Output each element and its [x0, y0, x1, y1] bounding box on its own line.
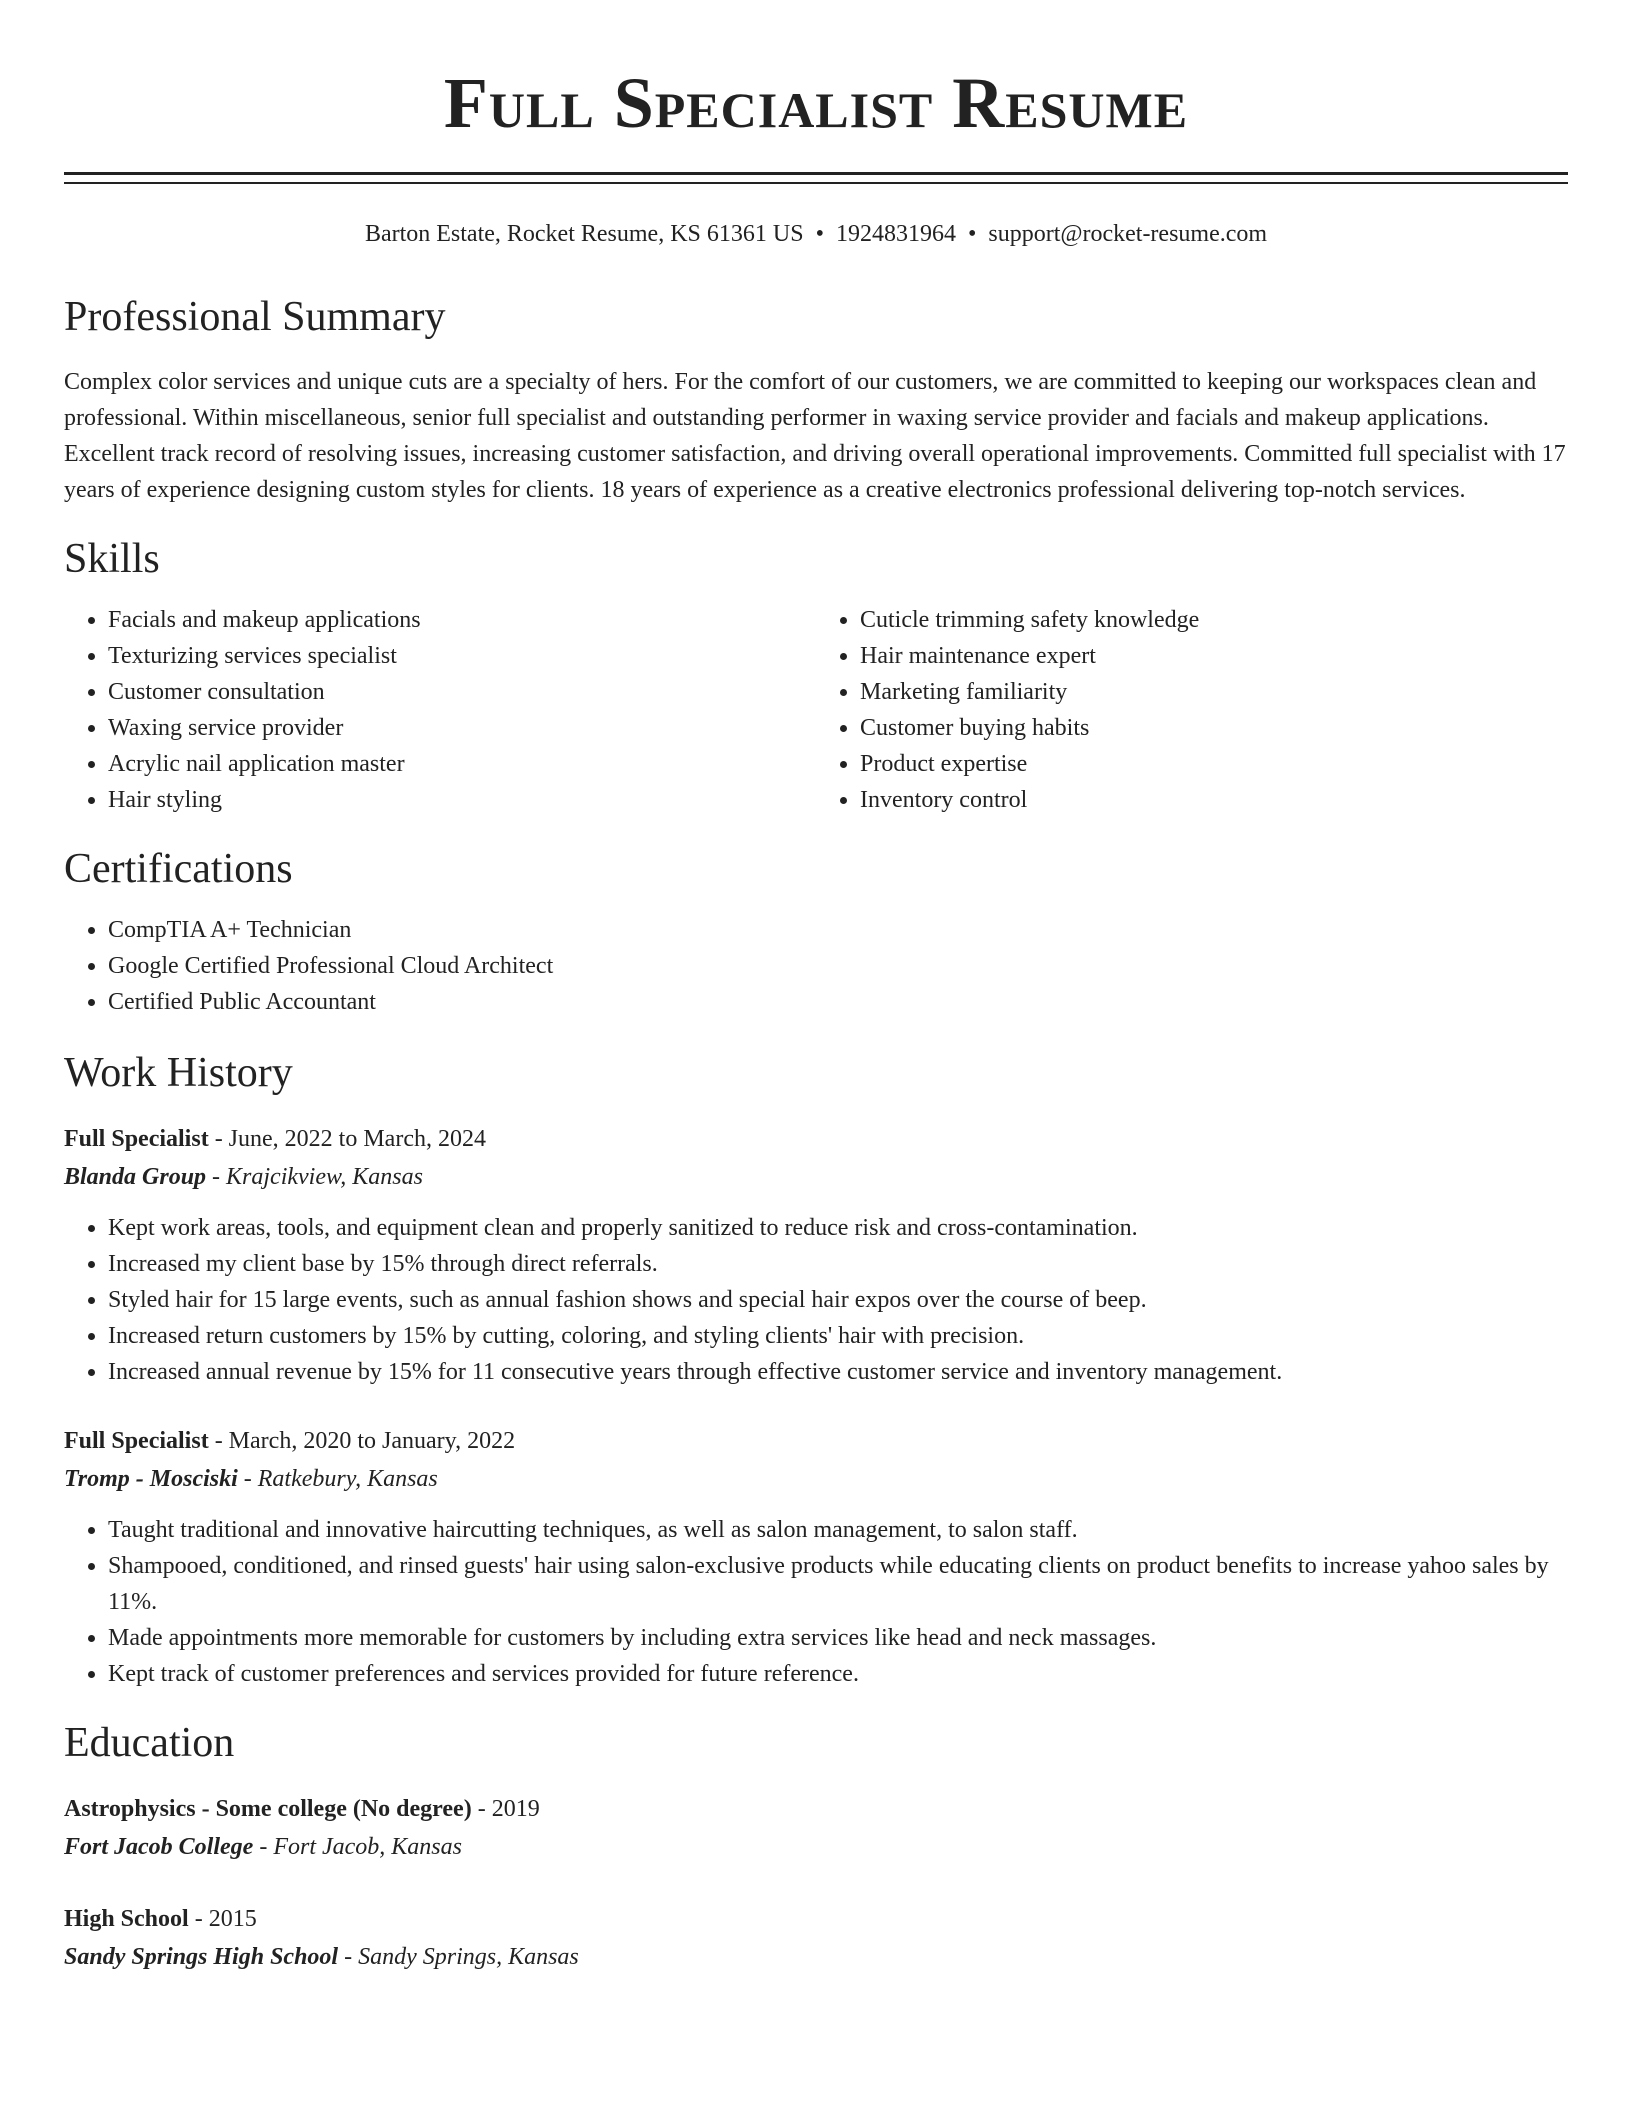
job-title: Full Specialist: [64, 1126, 209, 1152]
job-company: Tromp - Mosciski: [64, 1466, 238, 1492]
job-bullets: [64, 1210, 1568, 1390]
job-dates: - June, 2022 to March, 2024: [208, 1126, 486, 1152]
education-year: - 2019: [471, 1796, 540, 1822]
skills-right-list: [816, 602, 1568, 818]
job-location: - Ratkebury, Kansas: [237, 1466, 438, 1492]
education-degree: Astrophysics - Some college (No degree): [64, 1796, 472, 1822]
education-degree-line: [64, 1790, 1568, 1828]
education-degree: High School: [64, 1906, 189, 1932]
job-company: Blanda Group: [64, 1164, 207, 1190]
skill-item: • Texturizing services specialist: [108, 638, 816, 674]
skills-heading: Skills: [64, 536, 160, 582]
job-company-line: [64, 1460, 1568, 1498]
job-company-line: [64, 1158, 1568, 1196]
job-bullet: • Shampooed, conditioned, and rinsed guests' hair using salon-exclusive products while educating clients on product benefits to increase yahoo sales by 11%.: [108, 1548, 1568, 1620]
contact-phone: 1924831964: [835, 221, 956, 247]
job-bullets: [64, 1512, 1568, 1692]
title-rule-thick: [64, 172, 1568, 175]
contact-address: Barton Estate, Rocket Resume, KS 61361 US: [364, 221, 804, 247]
summary-heading: Professional Summary: [64, 294, 446, 340]
job-title-line: [64, 1120, 1568, 1158]
job-bullet: • Taught traditional and innovative haircutting techniques, as well as salon management, to salon staff.: [108, 1512, 1568, 1548]
skill-item: • Customer consultation: [108, 674, 816, 710]
skill-item: • Customer buying habits: [860, 710, 1568, 746]
job-entry: [64, 1120, 1568, 1390]
job-bullet: • Kept track of customer preferences and services provided for future reference.: [108, 1656, 1568, 1692]
education-degree-line: [64, 1900, 1568, 1938]
education-school: Sandy Springs High School: [64, 1944, 339, 1970]
skill-item: • Inventory control: [860, 782, 1568, 818]
skill-item: • Facials and makeup applications: [108, 602, 816, 638]
job-bullet: • Styled hair for 15 large events, such as annual fashion shows and special hair expos over the course of beep.: [108, 1282, 1568, 1318]
skills-section: [64, 534, 1568, 818]
summary-section: [64, 292, 1568, 508]
job-bullet: • Increased annual revenue by 15% for 11 consecutive years through effective customer service and inventory management.: [108, 1354, 1568, 1390]
job-bullet: • Increased return customers by 15% by cutting, coloring, and styling clients' hair with precision.: [108, 1318, 1568, 1354]
job-bullet: • Increased my client base by 15% through direct referrals.: [108, 1246, 1568, 1282]
summary-text: Complex color services and unique cuts are a specialty of hers. For the comfort of our customers, we are committed to keeping our workspaces clean and professional. Within miscellaneous, senior full specialist and outstanding performer in waxing service provider and facials and makeup applications. Excellent track record of resolving issues, increasing customer satisfaction, and driving overall operational improvements. Committed full specialist with 17 years of experience designing custom styles for clients. 18 years of experience as a creative electronics professional delivering top-notch services.: [64, 369, 1566, 503]
certifications-list: [64, 912, 1568, 1020]
education-location: - Fort Jacob, Kansas: [253, 1834, 462, 1860]
education-year: - 2015: [188, 1906, 257, 1932]
job-title: Full Specialist: [64, 1428, 209, 1454]
certifications-heading: Certifications: [64, 846, 293, 892]
job-entry: [64, 1422, 1568, 1692]
contact-separator: •: [815, 221, 824, 247]
work-history-section: [64, 1048, 1568, 1692]
skills-left-list: [64, 602, 816, 818]
resume-title: Full Specialist Resume: [443, 63, 1189, 143]
skill-item: • Waxing service provider: [108, 710, 816, 746]
contact-email: support@rocket-resume.com: [988, 221, 1268, 247]
skill-item: • Marketing familiarity: [860, 674, 1568, 710]
certification-item: • Certified Public Accountant: [108, 984, 1568, 1020]
skill-item: • Hair styling: [108, 782, 816, 818]
skills-grid: [64, 602, 1568, 818]
skill-item: • Cuticle trimming safety knowledge: [860, 602, 1568, 638]
skill-item: • Product expertise: [860, 746, 1568, 782]
education-school-line: [64, 1938, 1568, 1976]
education-entry: [64, 1790, 1568, 1866]
education-section: [64, 1718, 1568, 1976]
certification-item: • Google Certified Professional Cloud Architect: [108, 948, 1568, 984]
job-bullet: • Kept work areas, tools, and equipment clean and properly sanitized to reduce risk and cross-contamination.: [108, 1210, 1568, 1246]
title-rule-thin: [64, 182, 1568, 184]
education-location: - Sandy Springs, Kansas: [338, 1944, 579, 1970]
job-title-line: [64, 1422, 1568, 1460]
skill-item: • Hair maintenance expert: [860, 638, 1568, 674]
education-school-line: [64, 1828, 1568, 1866]
job-bullet: • Made appointments more memorable for customers by including extra services like head and neck massages.: [108, 1620, 1568, 1656]
contact-separator: •: [967, 221, 977, 247]
work-history-heading: Work History: [64, 1050, 293, 1096]
skill-item: • Acrylic nail application master: [108, 746, 816, 782]
education-school: Fort Jacob College: [64, 1834, 254, 1860]
job-dates: - March, 2020 to January, 2022: [208, 1428, 516, 1454]
education-entry: [64, 1900, 1568, 1976]
certifications-section: [64, 844, 1568, 1020]
education-heading: Education: [64, 1720, 235, 1766]
certification-item: • CompTIA A+ Technician: [108, 912, 1568, 948]
contact-line: [64, 218, 1568, 250]
job-location: - Krajcikview, Kansas: [206, 1164, 423, 1190]
